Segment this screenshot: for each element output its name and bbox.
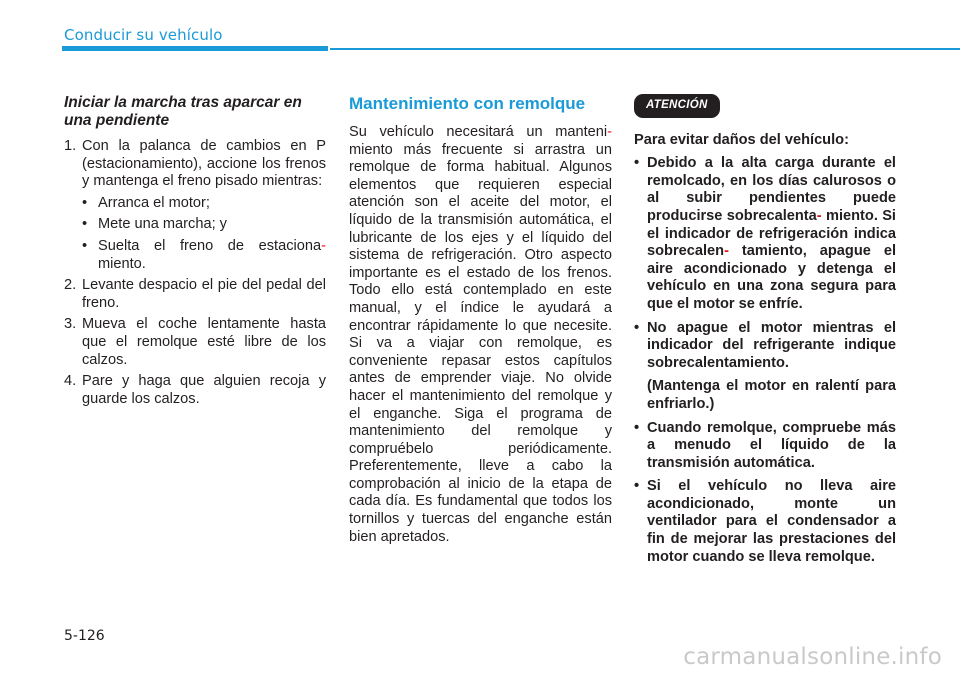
hyphen-mark: - <box>816 207 822 224</box>
bullet-icon: • <box>82 216 88 233</box>
caution-note: (Mantenga el motor en ralentí para enfriarlo.) <box>647 378 896 412</box>
hyphen-mark: - <box>724 243 729 260</box>
bullet-text-tail: miento. <box>98 255 146 272</box>
bullet-icon: • <box>634 155 640 172</box>
step-number: 2. <box>64 277 77 294</box>
bullet-icon: • <box>634 478 640 495</box>
body-paragraph <box>349 124 612 546</box>
caution-bullet-text: Cuando remolque, compruebe más a menudo el líquido de la transmisión automática. <box>647 419 896 471</box>
step-number: 4. <box>64 373 77 390</box>
caution-bullet-text <box>647 155 896 313</box>
bullet-text: Suelta el freno de estaciona <box>98 237 322 254</box>
step-3 <box>64 316 326 369</box>
bullet-icon: • <box>634 419 640 436</box>
header-rule-thick <box>62 46 328 51</box>
step-1 <box>64 138 326 191</box>
caution-intro: Para evitar daños del vehículo: <box>634 131 849 148</box>
step-2 <box>64 277 326 312</box>
column-middle <box>349 94 612 546</box>
section-heading: Mantenimiento con remolque <box>349 94 586 113</box>
column-right <box>634 94 896 572</box>
step-text: Mueva el coche lentamente hasta que el remolque esté libre de los calzos. <box>82 316 326 368</box>
paragraph-text-start: Su vehículo necesitará un manteni <box>349 124 608 140</box>
caution-bullet <box>634 420 896 473</box>
caution-bullet <box>634 155 896 313</box>
step-number: 1. <box>64 138 77 154</box>
text-part: tamiento, apague el aire acondicionado y detenga el vehículo en una zona segura para que el motor se enfríe. <box>647 243 896 312</box>
bullet-item <box>82 238 326 273</box>
subheading: Iniciar la marcha tras aparcar en una pendiente <box>64 94 302 129</box>
header-rule-thin <box>330 48 960 50</box>
caution-badge: ATENCIÓN <box>634 94 720 118</box>
step-text: Pare y haga que alguien recoja y guarde los calzos. <box>82 373 326 407</box>
caution-bullet <box>634 320 896 373</box>
text-part: miento. Si el indicador de refrigeración indica sobrecalen <box>647 207 896 260</box>
caution-bullet-text: No apague el motor mientras el indicador del refrigerante indique sobrecalentamiento. <box>647 319 896 371</box>
column-left <box>64 94 326 412</box>
bullet-icon: • <box>82 237 88 254</box>
section-title: Conducir su vehículo <box>64 26 223 44</box>
caution-bullet-text: Si el vehículo no lleva aire acondicionado, monte un ventilador para el condensador a fin de mejorar las prestaciones del motor cuando se lleva remolque. <box>647 478 896 565</box>
bullet-icon: • <box>82 194 88 211</box>
step-4 <box>64 373 326 408</box>
step-number: 3. <box>64 316 77 333</box>
step-text: Levante despacio el pie del pedal del freno. <box>82 277 326 311</box>
step-text: Con la palanca de cambios en P (estacionamiento), accione los frenos y mantenga el freno pisado mientras: <box>82 138 326 190</box>
bullet-item <box>82 216 326 234</box>
hyphen-mark: - <box>321 237 326 254</box>
caution-bullet <box>634 478 896 566</box>
bullet-text: Mete una marcha; y <box>98 216 227 233</box>
bullet-text-hyphenated <box>98 238 326 273</box>
paragraph-text-rest: miento más frecuente si arrastra un remolque de forma habitual. Algunos elementos que requieren especial atención son el aceite del motor, el líquido de la transmisión automática, el lubricante de los ejes y el líquido del sistema de refrigeración. Otro aspecto importante es el estado de los frenos. Todo ello está contemplado en este manual, y el índice le ayudará a encontrar rápidamente lo que necesite. Si va a viajar con remolque, es conveniente repasar estos capítulos antes de emprender viaje. No olvide hacer el mantenimiento del remolque y el enganche. Siga el programa de mantenimiento del remolque y compruébelo periódicamente. Preferentemente, lleve a cabo la comprobación al inicio de la etapa de cada día. Es fundamental que todos los tornillos y tuercas del enganche están bien apretados. <box>349 141 612 545</box>
hyphen-mark: - <box>607 124 612 140</box>
page-number: 5-126 <box>64 628 105 644</box>
watermark-text: carmanualsonline.info <box>683 644 942 670</box>
bullet-text: Arranca el motor; <box>98 194 210 211</box>
bullet-icon: • <box>634 319 640 336</box>
bullet-item <box>82 195 326 213</box>
text-part: Debido a la alta carga durante el remolcado, en los días calurosos o al subir pendientes puede producirse sobrecalenta <box>647 155 896 224</box>
